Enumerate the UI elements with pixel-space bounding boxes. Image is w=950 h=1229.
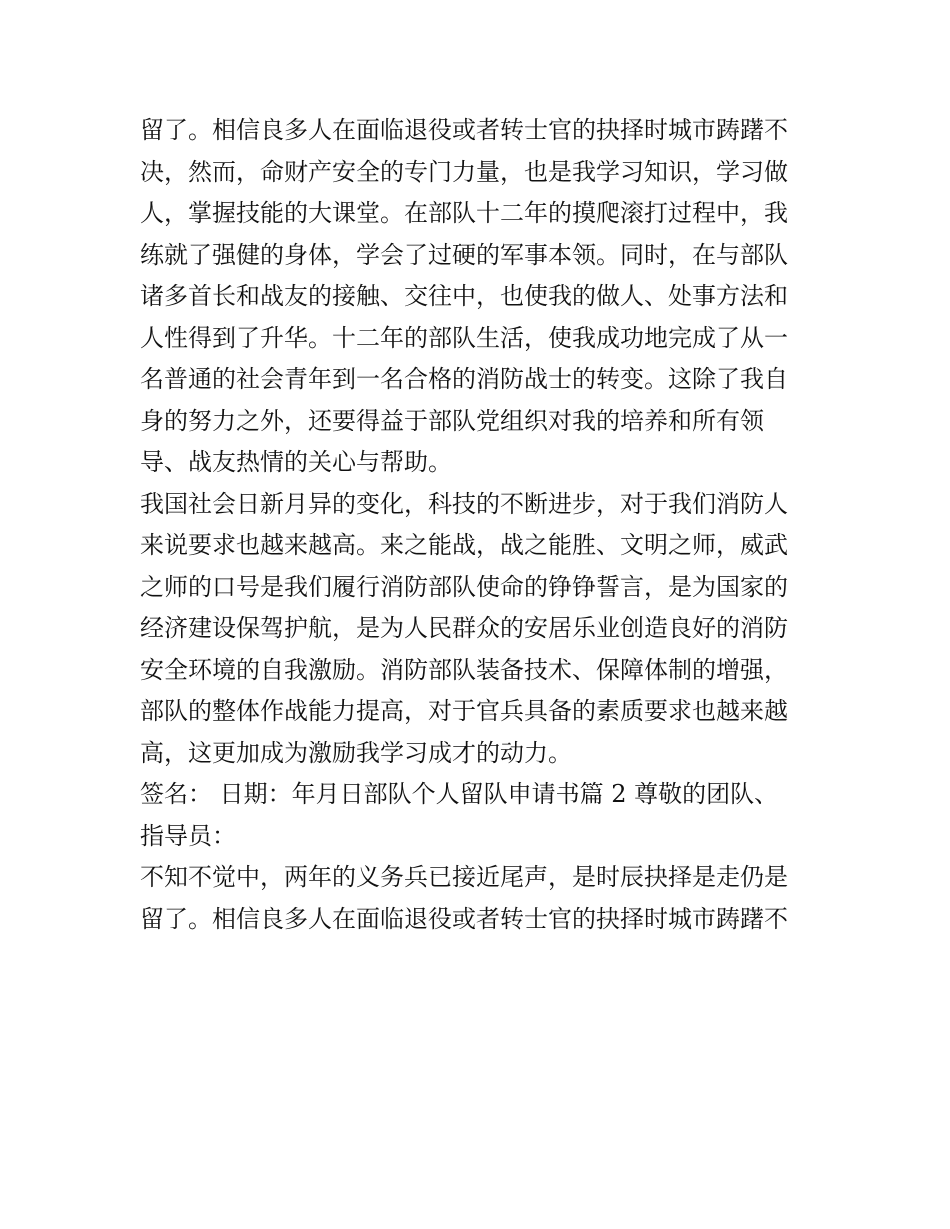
document-page xyxy=(140,110,814,940)
text-line: 导、战友热情的关心与帮助。 xyxy=(140,448,452,476)
text-line: 部队的整体作战能力提高，对于官兵具备的素质要求也越来越 xyxy=(140,697,788,725)
text-line: 我国社会日新月异的变化，科技的不断进步，对于我们消防人 xyxy=(140,489,788,518)
text-line: 诸多首长和战友的接触、交往中，也使我的做人、处事方法和 xyxy=(140,282,788,310)
text-line: 安全环境的自我激励。消防部队装备技术、保障体制的增强， xyxy=(140,655,788,684)
text-line: 名普通的社会青年到一名合格的消防战士的转变。这除了我自 xyxy=(140,365,788,393)
signature-date-line: 签名： 日期：年月日部队个人留队申请书篇 2 尊敬的团队、 xyxy=(140,780,779,808)
text-line: 高，这更加成为激励我学习成才的动力。 xyxy=(140,738,572,767)
text-line: 决，然而，命财产安全的专门力量，也是我学习知识，学习做 xyxy=(140,157,788,186)
salutation-line: 指导员： xyxy=(140,821,236,850)
text-line: 练就了强健的身体，学会了过硬的军事本领。同时，在与部队 xyxy=(140,240,788,269)
text-line: 留了。相信良多人在面临退役或者转士官的抉择时城市踌躇不 xyxy=(140,116,788,144)
text-line: 不知不觉中，两年的义务兵已接近尾声，是时辰抉择是走仍是 xyxy=(140,863,788,891)
text-line: 经济建设保驾护航，是为人民群众的安居乐业创造良好的消防 xyxy=(140,614,788,642)
text-line: 之师的口号是我们履行消防部队使命的铮铮誓言，是为国家的 xyxy=(140,572,788,601)
text-line: 留了。相信良多人在面临退役或者转士官的抉择时城市踌躇不 xyxy=(140,904,788,933)
text-line: 人性得到了升华。十二年的部队生活，使我成功地完成了从一 xyxy=(140,323,788,352)
text-line: 来说要求也越来越高。来之能战，战之能胜、文明之师，威武 xyxy=(140,531,788,559)
text-line: 人，掌握技能的大课堂。在部队十二年的摸爬滚打过程中，我 xyxy=(140,199,788,227)
text-line: 身的努力之外，还要得益于部队党组织对我的培养和所有领 xyxy=(140,406,764,435)
